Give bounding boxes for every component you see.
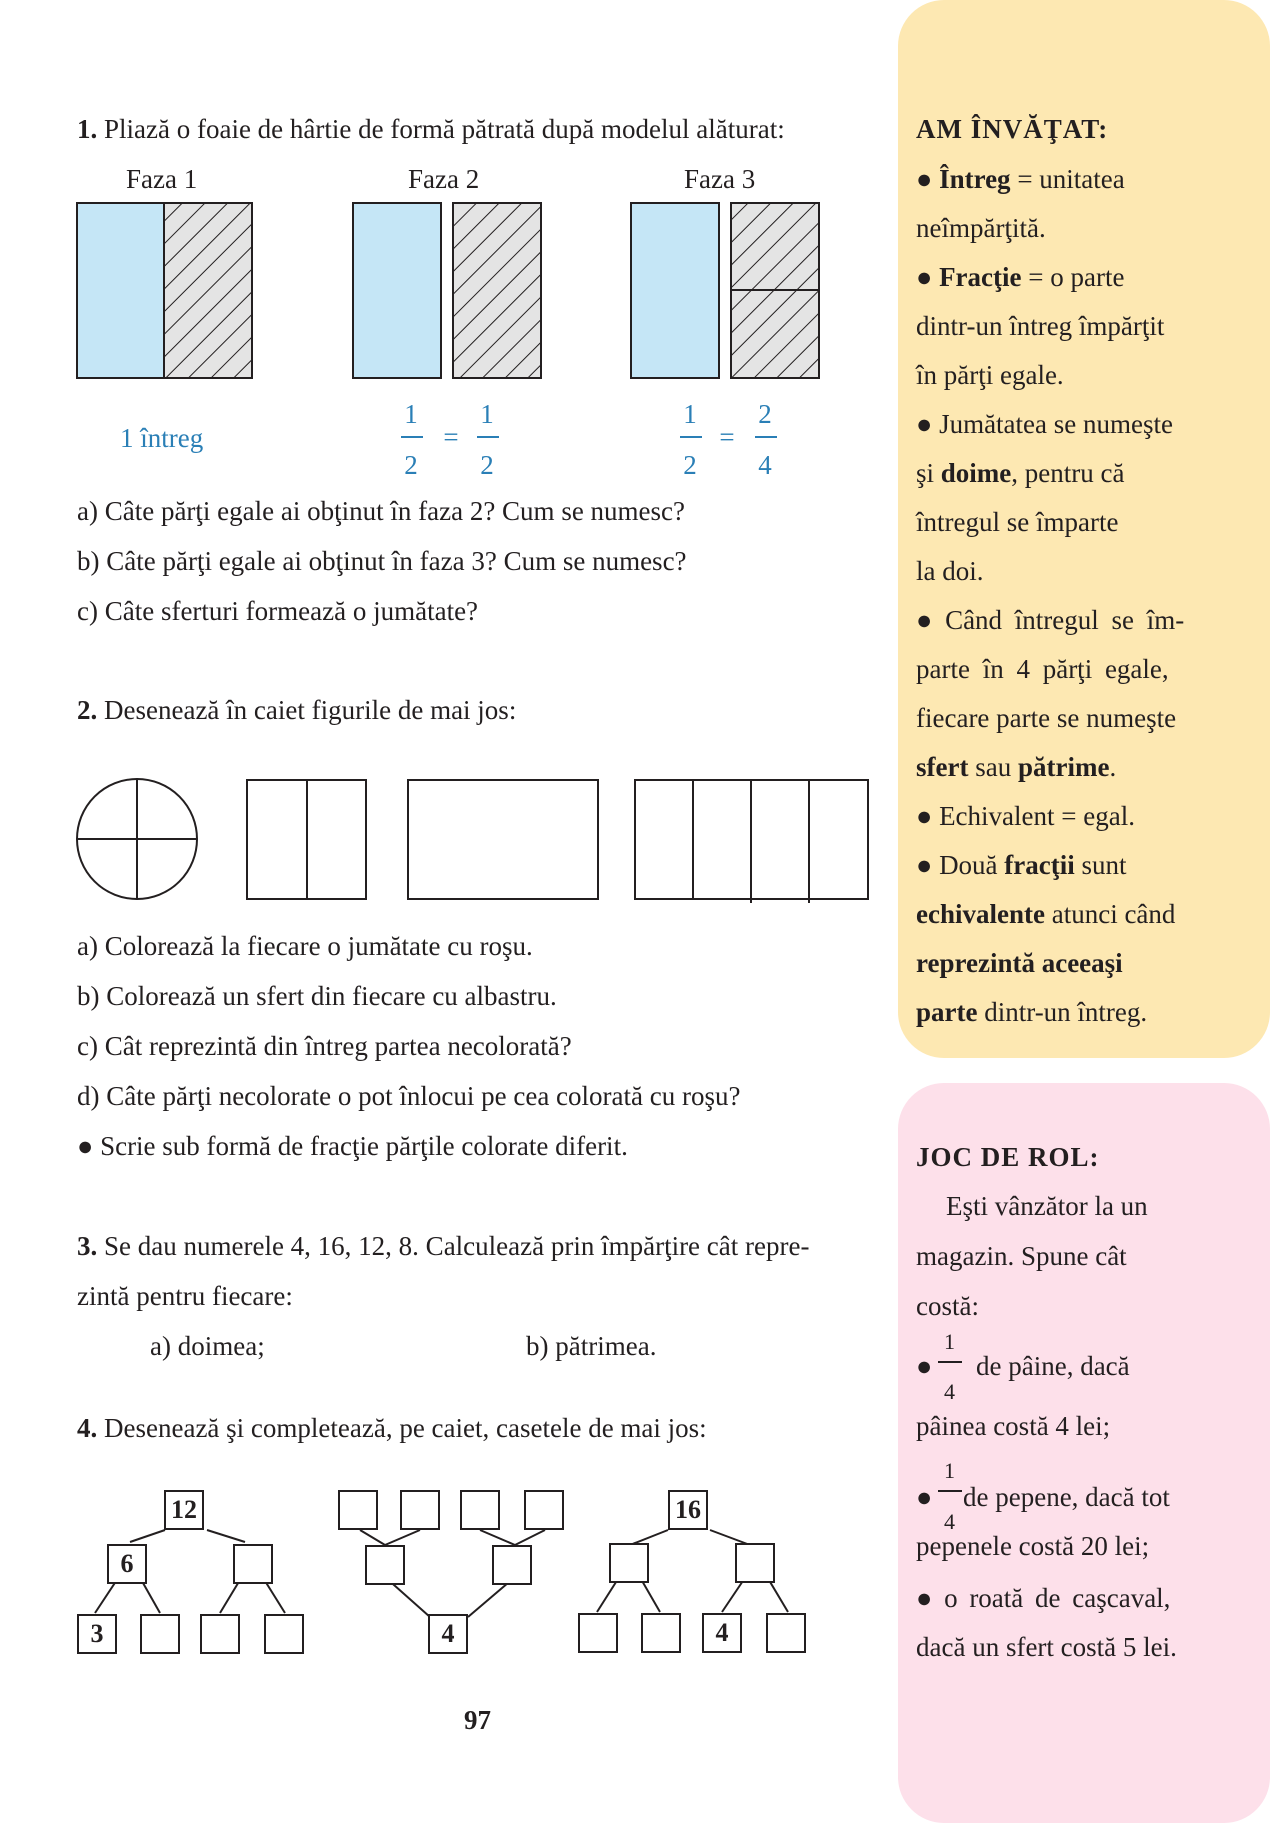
ex3-line-2: zintă pentru fiecare: (77, 1281, 293, 1311)
learned-line-16: echivalente atunci când (916, 899, 1176, 929)
page-number: 97 (464, 1705, 491, 1735)
learned-line-13: sfert sau pătrime. (916, 752, 1117, 782)
tree3-bottom-box-3: 4 (702, 1613, 742, 1653)
ex2-heading: 2. Desenează în caiet figurile de mai jos: (77, 695, 517, 725)
roleplay-item-2-cont: pepenele costă 20 lei; (916, 1531, 1150, 1561)
phase-1-label: Faza 1 (126, 164, 198, 194)
ex2-question-d: d) Câte părţi necolorate o pot înlocui pe cea colorată cu roşu? (77, 1081, 741, 1111)
learned-line-5: în părţi egale. (916, 360, 1064, 390)
ex2-bullet-item: ● Scrie sub formă de fracţie părţile colorate diferit. (77, 1131, 628, 1161)
tree3-right-box (735, 1543, 775, 1583)
roleplay-line-3: costă: (916, 1291, 979, 1321)
rectangle-halves (247, 780, 366, 899)
tree3-left-box (609, 1543, 649, 1583)
tree3-bottom-box-4 (766, 1613, 806, 1653)
ex1-question-a: a) Câte părţi egale ai obţinut în faza 2? Cum se numesc? (77, 496, 686, 526)
tree3-bottom-box-2 (641, 1613, 681, 1653)
tree2-top-box-4 (524, 1490, 564, 1530)
ex4-heading: 4. Desenează şi completează, pe caiet, casetele de mai jos: (77, 1413, 707, 1443)
phase-2-figure (353, 203, 541, 378)
bullet-icon: ● (77, 1131, 94, 1161)
ex1-question-b: b) Câte părţi egale ai obţinut în faza 3? Cum se numesc? (77, 546, 687, 576)
roleplay-line-1: Eşti vânzător la un (946, 1191, 1148, 1221)
bullet-icon: ● (916, 1482, 933, 1512)
ex3-item-b: b) pătrimea. (526, 1331, 657, 1361)
learned-title: AM ÎNVĂŢAT: (916, 114, 1109, 144)
learned-line-14: ● Echivalent = egal. (916, 801, 1135, 831)
tree1-bottom-box-4 (264, 1614, 304, 1654)
learned-line-2: neîmpărţită. (916, 213, 1046, 243)
learned-line-15: ● Două fracţii sunt (916, 850, 1127, 880)
tree3-bottom-box-1 (578, 1613, 618, 1653)
roleplay-title: JOC DE ROL: (916, 1142, 1100, 1172)
tree2-top-box-3 (460, 1490, 500, 1530)
tree1-top-box: 12 (164, 1490, 204, 1530)
learned-line-3: ● Fracţie = o parte (916, 262, 1125, 292)
bullet-icon: ● (916, 1351, 933, 1381)
tree2-top-box-1 (338, 1490, 378, 1530)
rectangle-four-parts (635, 780, 868, 903)
learned-line-18: parte dintr-un întreg. (916, 997, 1148, 1027)
learned-line-6: ● Jumătatea se numeşte (916, 409, 1173, 439)
phase-2-label: Faza 2 (408, 164, 480, 194)
learned-line-4: dintr-un întreg împărţit (916, 311, 1165, 341)
ex3-line-1: 3. Se dau numerele 4, 16, 12, 8. Calculează prin împărţire cât repre- (77, 1231, 810, 1261)
rectangle-plain (408, 780, 598, 899)
tree-lines (95, 1530, 788, 1617)
tree1-left-box: 6 (107, 1544, 147, 1584)
phase-1-figure (77, 203, 252, 378)
learned-line-17: reprezintă aceeaşi (916, 948, 1123, 978)
learned-line-1: ● Întreg = unitatea (916, 164, 1125, 194)
ex2-question-b: b) Colorează un sfert din fiecare cu albastru. (77, 981, 557, 1011)
whole-label: 1 întreg (120, 423, 204, 453)
tree2-mid-box-2 (492, 1545, 532, 1585)
roleplay-line-2: magazin. Spune cât (916, 1241, 1127, 1271)
phase-3-figure (631, 203, 819, 378)
tree1-right-box (233, 1544, 273, 1584)
roleplay-item-3-cont: dacă un sfert costă 5 lei. (916, 1632, 1177, 1662)
tree2-top-box-2 (400, 1490, 440, 1530)
tree1-bottom-box-3 (200, 1614, 240, 1654)
tree1-bottom-box-2 (140, 1614, 180, 1654)
tree2-bottom-box: 4 (428, 1614, 468, 1654)
ex3-item-a: a) doimea; (150, 1331, 265, 1361)
circle-quarters (77, 779, 197, 899)
learned-line-8: întregul se împarte (916, 507, 1119, 537)
roleplay-item-3: ● o roată de caşcaval, (916, 1583, 1171, 1613)
ex1-heading: 1. Pliază o foaie de hârtie de formă pătrată după modelul alăturat: (77, 114, 785, 144)
ex2-question-c: c) Cât reprezintă din întreg partea necolorată? (77, 1031, 572, 1061)
learned-line-9: la doi. (916, 556, 984, 586)
tree3-top-box: 16 (668, 1490, 708, 1530)
tree1-bottom-box-1: 3 (77, 1614, 117, 1654)
roleplay-item-1-cont: pâinea costă 4 lei; (916, 1411, 1111, 1441)
learned-line-10: ● Când întregul se îm- (916, 605, 1185, 635)
tree2-mid-box-1 (365, 1545, 405, 1585)
phase-3-label: Faza 3 (684, 164, 756, 194)
learned-line-7: şi doime, pentru că (916, 458, 1125, 488)
learned-line-11: parte în 4 părţi egale, (916, 654, 1169, 684)
ex1-question-c: c) Câte sferturi formează o jumătate? (77, 596, 479, 626)
learned-line-12: fiecare parte se numeşte (916, 703, 1177, 733)
ex2-question-a: a) Colorează la fiecare o jumătate cu roşu. (77, 931, 533, 961)
